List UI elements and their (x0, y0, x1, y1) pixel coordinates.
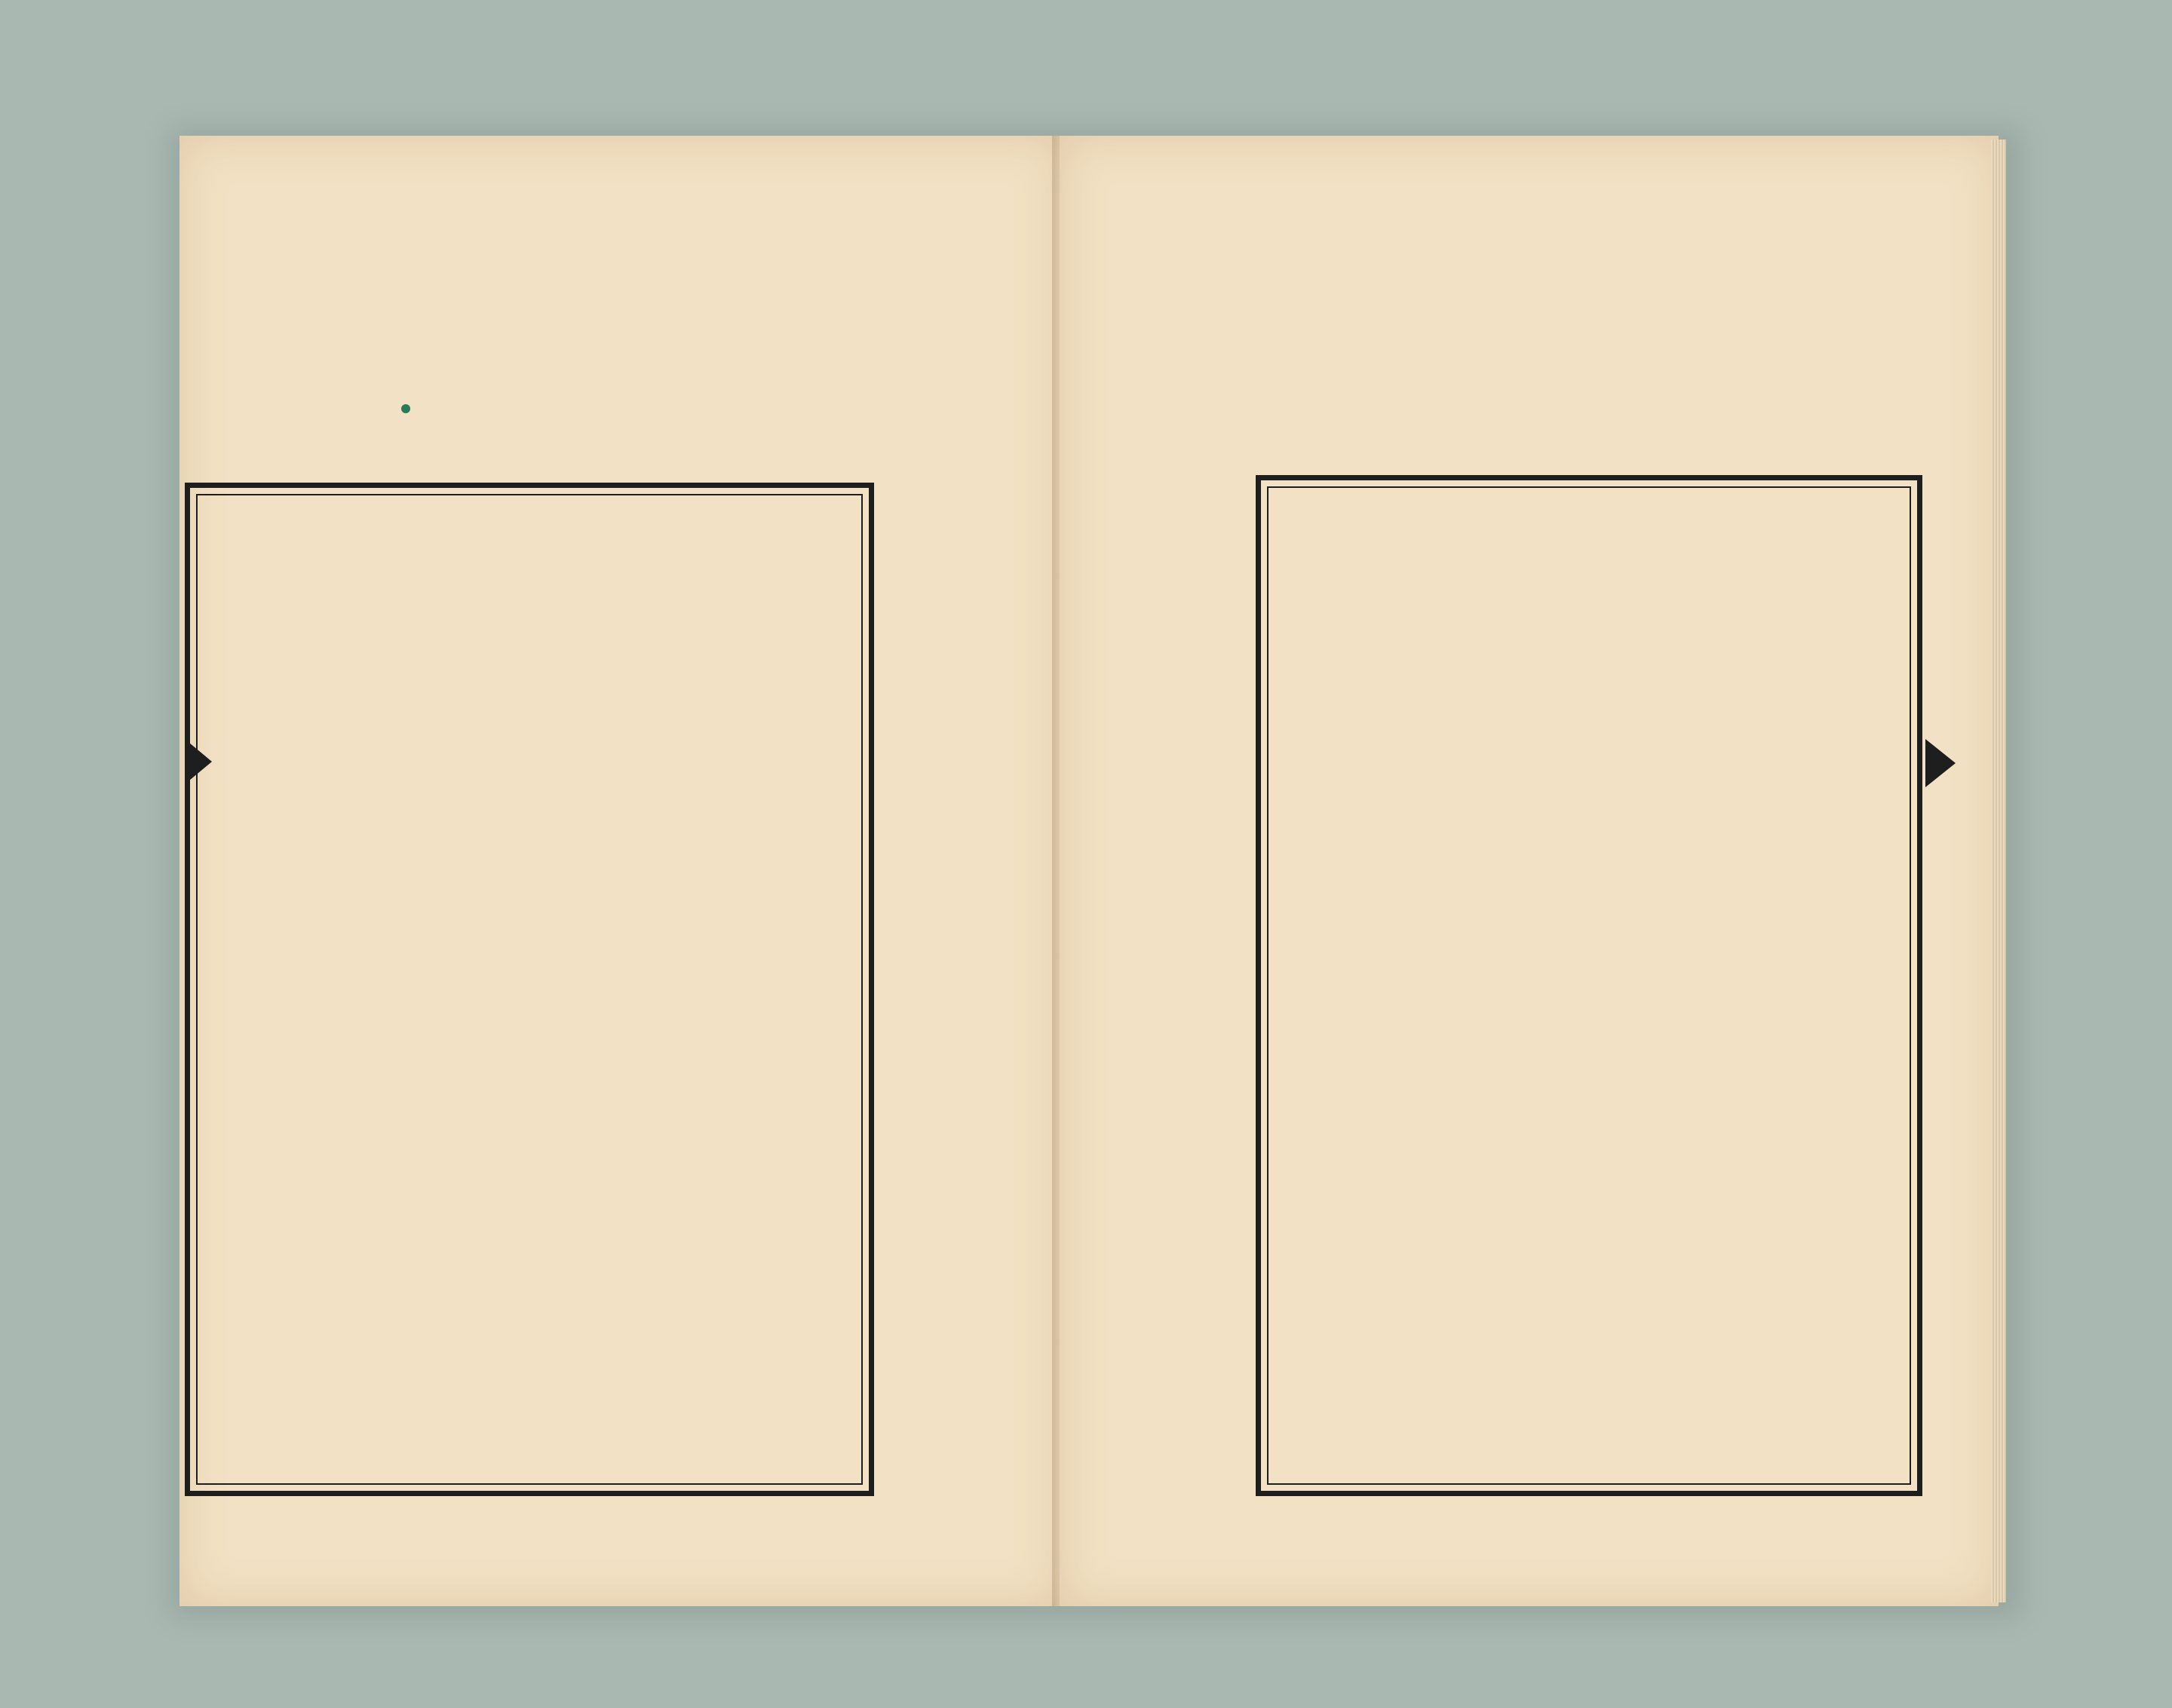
left-text-frame (185, 483, 874, 1496)
left-text-block (190, 488, 869, 1491)
right-text-block (1261, 480, 1917, 1491)
page-edges (1991, 140, 2006, 1602)
ink-spot (401, 404, 410, 413)
right-fish-tail-icon (1925, 739, 1956, 787)
right-text-frame (1256, 475, 1922, 1496)
left-fish-tail-icon (185, 739, 212, 784)
left-edge-strip (185, 483, 215, 1486)
right-edge-strip (1919, 475, 1987, 1486)
